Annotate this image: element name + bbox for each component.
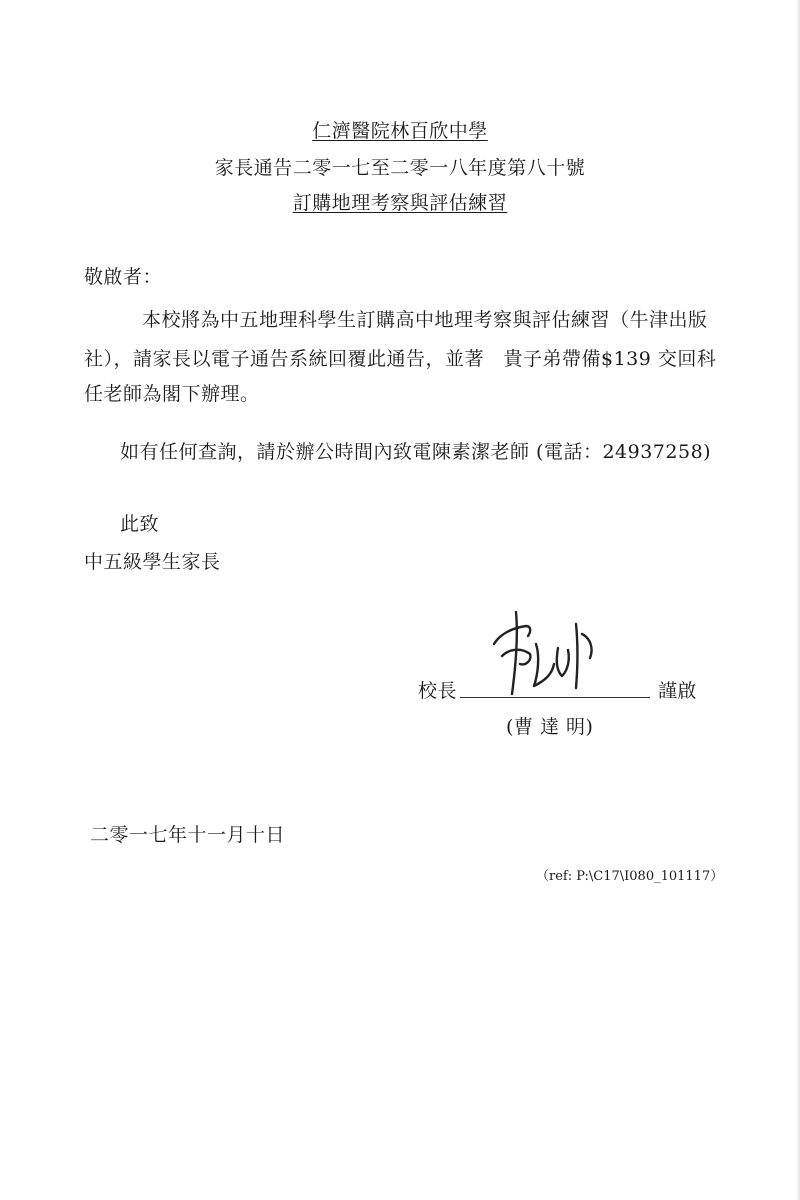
recipient: 中五級學生家長 (84, 551, 221, 573)
notice-date: 二零一七年十一月十日 (90, 824, 286, 846)
enquiry-paragraph: 如有任何查詢，請於辦公時間內致電陳素潔老師 (電話：24937258) (120, 441, 712, 463)
respectfully-closing: 謹啟 (658, 680, 698, 702)
notice-subject: 訂購地理考察與評估練習 (292, 192, 508, 214)
principal-title: 校長 (418, 680, 458, 702)
paragraph1-line3: 任老師為閣下辦理。 (84, 383, 260, 405)
handwritten-signature-icon (486, 604, 606, 700)
paragraph1-line2: 社），請家長以電子通告系統回覆此通告，並著 貴子弟帶備$139 交回科 (84, 348, 717, 370)
reference-code: （ref: P:\C17\I080_101117） (536, 869, 724, 884)
salutation: 敬啟者： (84, 266, 163, 288)
paragraph1-line1: 本校將為中五地理科學生訂購高中地理考察與評估練習（牛津出版 (142, 309, 708, 331)
principal-name: (曹 達 明) (506, 716, 594, 738)
school-name: 仁濟醫院林百欣中學 (312, 120, 488, 142)
closing: 此致 (120, 513, 160, 535)
notice-number: 家長通告二零一七至二零一八年度第八十號 (214, 157, 586, 179)
